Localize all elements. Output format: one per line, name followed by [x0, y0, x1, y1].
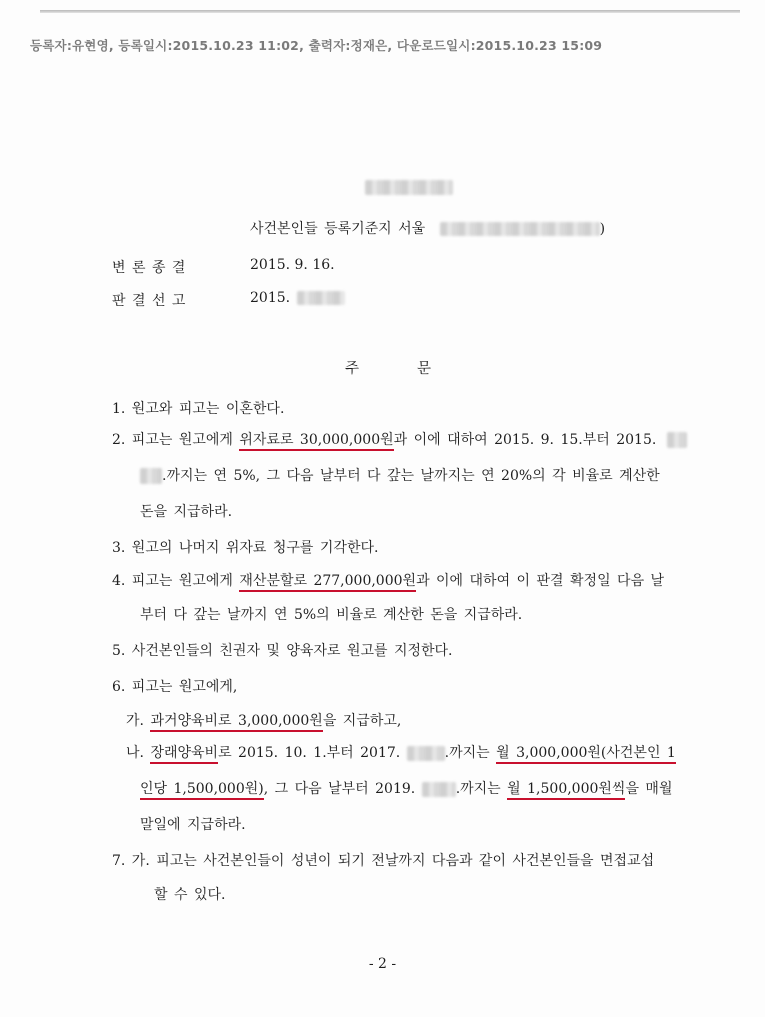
item-text: .까지는: [444, 745, 497, 761]
item-text: 로 2015. 10. 1.부터 2017.: [218, 745, 401, 761]
order-item-4: [112, 570, 664, 590]
order-item-6b-line2: [140, 778, 672, 798]
judgment-date-row: [250, 290, 345, 306]
order-item-6a: [126, 710, 401, 730]
underlined-amount: 과거양육비로 3,000,000원: [150, 713, 322, 732]
top-border-line: [40, 10, 740, 13]
underlined-amount: 월 3,000,000원(사건본인 1: [496, 745, 676, 764]
order-item-7: 7. 가. 피고는 사건본인들이 성년이 되기 전날까지 다음과 같이 사건본인들을 면접교섭: [112, 853, 655, 869]
order-item-6b-line3: 말일에 지급하라.: [140, 817, 246, 833]
download-metadata: 등록자:유현영, 등록일시:2015.10.23 11:02, 출력자:정재은, 다운로드일시:2015.10.23 15:09: [30, 38, 603, 53]
hearing-end-label: 변 론 종 결: [112, 260, 187, 276]
order-item-6b: [126, 742, 676, 762]
order-item-2-line2: [140, 465, 660, 485]
underlined-text: 장래양육비: [150, 745, 218, 764]
underlined-amount: 재산분할로 277,000,000원: [239, 573, 416, 592]
order-item-4-line2: 부터 다 갚는 날까지 연 5%의 비율로 계산한 돈을 지급하라.: [140, 607, 523, 623]
order-item-5: 5. 사건본인들의 친권자 및 양육자로 원고를 지정한다.: [112, 643, 453, 659]
order-item-2: [112, 429, 687, 449]
item-text: 과 이에 대하여 이 판결 확정일 다음 날: [416, 573, 665, 589]
item-text: 가.: [126, 713, 151, 729]
redacted-block: [667, 432, 687, 448]
redacted-block: [440, 222, 600, 236]
registration-base-text: 사건본인들 등록기준지 서울: [250, 221, 426, 237]
item-text: 과 이에 대하여 2015. 9. 15.부터 2015.: [393, 432, 657, 448]
item-text: 을 매월: [625, 781, 673, 797]
item-text: 을 지급하고,: [322, 713, 402, 729]
underlined-amount: 위자료로 30,000,000원: [239, 432, 393, 451]
item-text: 나.: [126, 745, 151, 761]
order-item-1: 1. 원고와 피고는 이혼한다.: [112, 401, 285, 417]
redacted-block: [407, 746, 445, 761]
page-number: - 2 -: [368, 956, 397, 972]
order-item-7-line2: 할 수 있다.: [154, 887, 226, 903]
order-title-part1: 주: [345, 361, 360, 377]
order-item-6: 6. 피고는 원고에게,: [112, 679, 238, 695]
order-item-3: 3. 원고의 나머지 위자료 청구를 기각한다.: [112, 540, 379, 556]
item-text: .까지는 연 5%, 그 다음 날부터 다 갚는 날까지는 연 20%의 각 비율로 계산한: [162, 468, 660, 484]
order-title-part2: 문: [417, 361, 432, 377]
judgment-label: 판 결 선 고: [112, 293, 187, 309]
registration-base-tail: ): [599, 221, 606, 237]
item-text: 2. 피고는 원고에게: [112, 432, 240, 448]
order-item-2-line3: 돈을 지급하라.: [140, 504, 233, 520]
registration-base-line: [250, 218, 605, 238]
item-text: .까지는: [455, 781, 508, 797]
judgment-date: 2015.: [250, 290, 291, 306]
redacted-block: [297, 291, 345, 305]
hearing-end-date: 2015. 9. 16.: [250, 257, 335, 273]
item-text: 4. 피고는 원고에게: [112, 573, 240, 589]
underlined-amount: 인당 1,500,000원): [140, 781, 264, 800]
redacted-block: [140, 468, 162, 484]
redacted-block: [365, 180, 453, 195]
underlined-amount: 월 1,500,000원씩: [507, 781, 625, 800]
item-text: , 그 다음 날부터 2019.: [263, 781, 416, 797]
redacted-block: [422, 782, 456, 797]
